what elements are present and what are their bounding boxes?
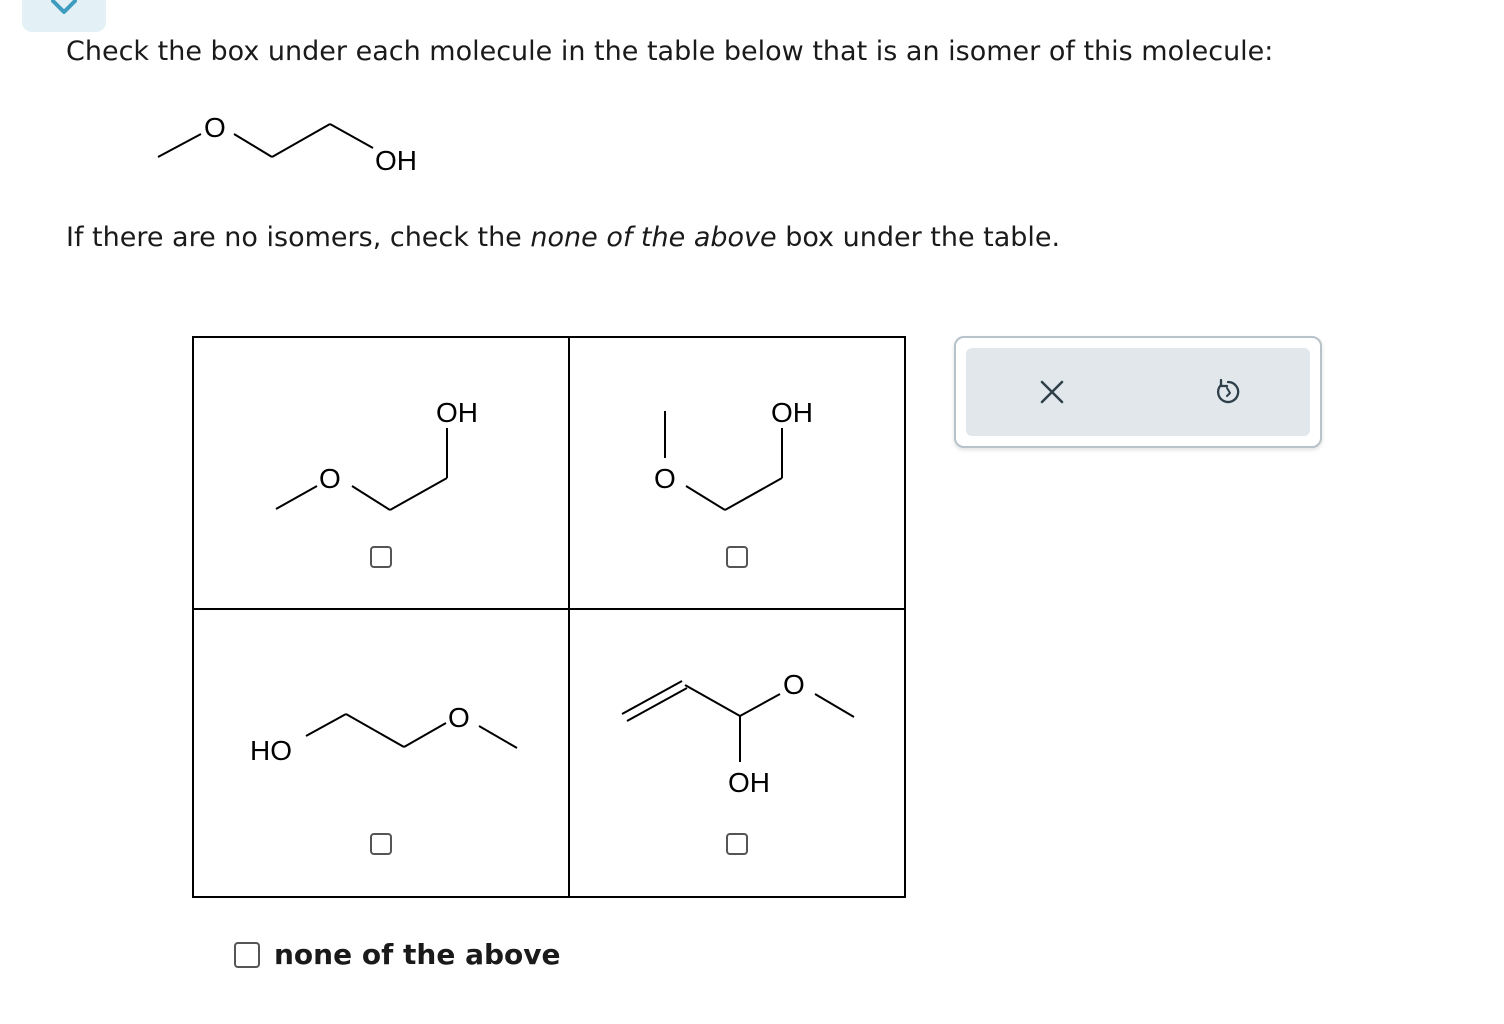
none-of-the-above-checkbox[interactable] xyxy=(234,942,260,968)
answer-toolbar xyxy=(954,336,1322,448)
collapse-toggle[interactable] xyxy=(22,0,106,32)
instructions-emphasis: none of the above xyxy=(530,222,777,253)
target-oh-label: OH xyxy=(375,145,417,176)
none-of-the-above-option[interactable] xyxy=(234,938,560,971)
target-molecule xyxy=(140,100,460,200)
table-cell-4 xyxy=(570,610,904,896)
option-1-oh-label: OH xyxy=(436,397,478,428)
table-cell-1 xyxy=(194,338,570,610)
option-1-o-label: O xyxy=(319,463,341,494)
toolbar-background xyxy=(966,348,1310,436)
option-3-checkbox[interactable] xyxy=(370,833,392,855)
undo-icon xyxy=(1213,377,1243,407)
option-2-oh-label: OH xyxy=(771,397,813,428)
isomer-table xyxy=(192,336,906,898)
target-o-label: O xyxy=(204,112,226,143)
none-of-the-above-label: none of the above xyxy=(274,938,561,971)
molecule-option-2 xyxy=(570,338,904,610)
option-3-o-label: O xyxy=(448,702,470,733)
option-3-ho-label: HO xyxy=(250,735,292,766)
table-cell-2 xyxy=(570,338,904,610)
option-4-checkbox[interactable] xyxy=(726,833,748,855)
chevron-down-icon xyxy=(50,0,78,16)
question-prompt: Check the box under each molecule in the table below that is an isomer of this molecule: xyxy=(66,36,1274,67)
option-2-checkbox[interactable] xyxy=(726,546,748,568)
option-4-oh-label: OH xyxy=(728,767,770,798)
instructions-text: If there are no isomers, check the xyxy=(66,222,531,253)
question-instructions xyxy=(66,222,1060,253)
option-4-o-label: O xyxy=(783,669,805,700)
reset-button[interactable] xyxy=(1210,374,1246,410)
x-icon xyxy=(1038,378,1066,406)
table-cell-3 xyxy=(194,610,570,896)
option-1-checkbox[interactable] xyxy=(370,546,392,568)
option-2-o-label: O xyxy=(654,463,676,494)
instructions-text-end: box under the table. xyxy=(776,222,1061,253)
molecule-option-1 xyxy=(194,338,570,610)
clear-button[interactable] xyxy=(1034,374,1070,410)
